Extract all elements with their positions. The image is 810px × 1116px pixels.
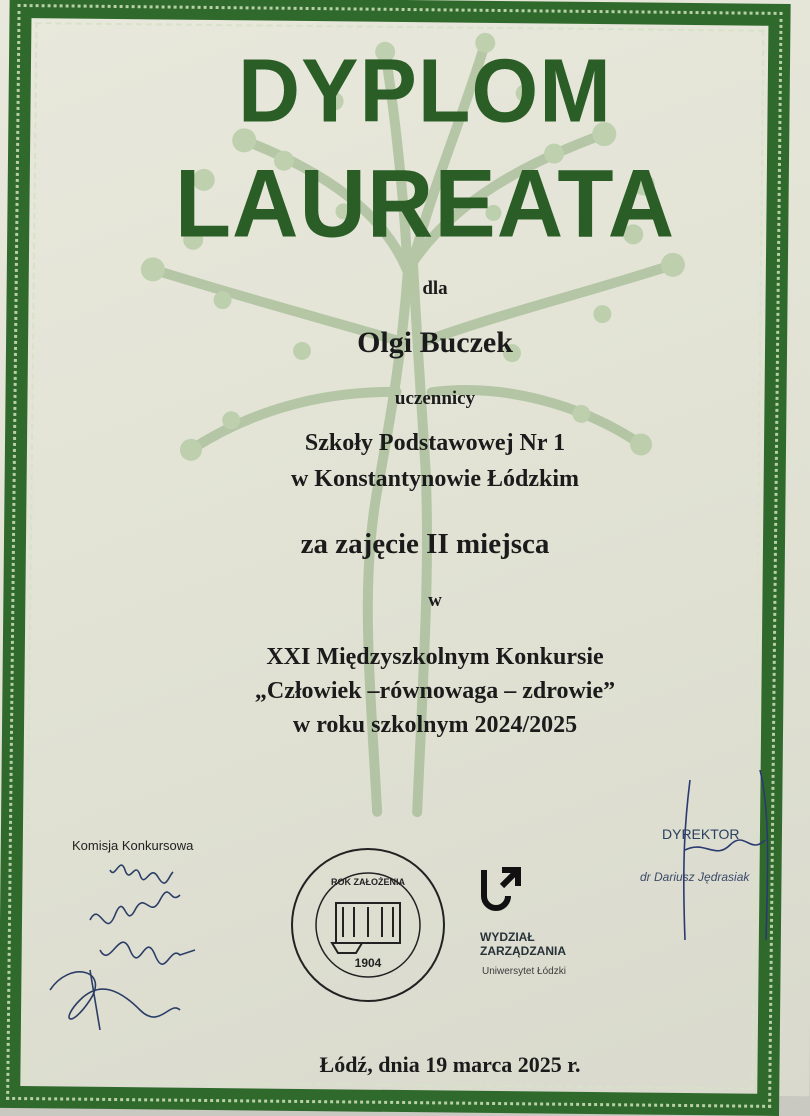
school-name-line1: Szkoły Podstawowej Nr 1	[304, 430, 566, 456]
director-name: dr Dariusz Jędrasiak	[640, 870, 750, 884]
school-name-line2: w Konstantynowie Łódzkim	[290, 466, 580, 492]
faculty-name	[480, 930, 566, 958]
university-name: Uniwersytet Łódzki	[482, 966, 566, 977]
diploma-title: DYPLOM	[238, 40, 612, 142]
faculty-name-line2: ZARZĄDZANIA	[480, 944, 566, 958]
committee-label: Komisja Konkursowa	[72, 838, 194, 853]
director-signature	[670, 770, 790, 950]
faculty-logo	[480, 866, 610, 986]
seal-center-top: ROK ZAŁOŻENIA	[331, 877, 405, 887]
faculty-name-line1: WYDZIAŁ	[480, 930, 535, 944]
achievement-text: za zajęcie II miejsca	[300, 528, 550, 560]
seal-year: 1904	[354, 956, 382, 970]
director-label: DYREKTOR	[662, 826, 740, 842]
diploma-subtitle: LAUREATA	[174, 150, 676, 258]
ul-logo-icon	[480, 866, 524, 916]
contest-name-line1: XXI Międzyszkolnym Konkursie	[266, 644, 604, 670]
issue-date: Łódź, dnia 19 marca 2025 r.	[319, 1052, 581, 1077]
school-year-line: w roku szkolnym 2024/2025	[292, 712, 578, 738]
recipient-name: Olgi Buczek	[357, 326, 513, 359]
school-seal	[288, 845, 448, 1005]
role-label: uczennicy	[394, 388, 476, 409]
for-label: dla	[422, 278, 448, 299]
contest-name-line2: „Człowiek –równowaga – zdrowie”	[254, 678, 616, 704]
committee-signatures	[40, 850, 240, 1030]
in-label: w	[428, 590, 442, 611]
